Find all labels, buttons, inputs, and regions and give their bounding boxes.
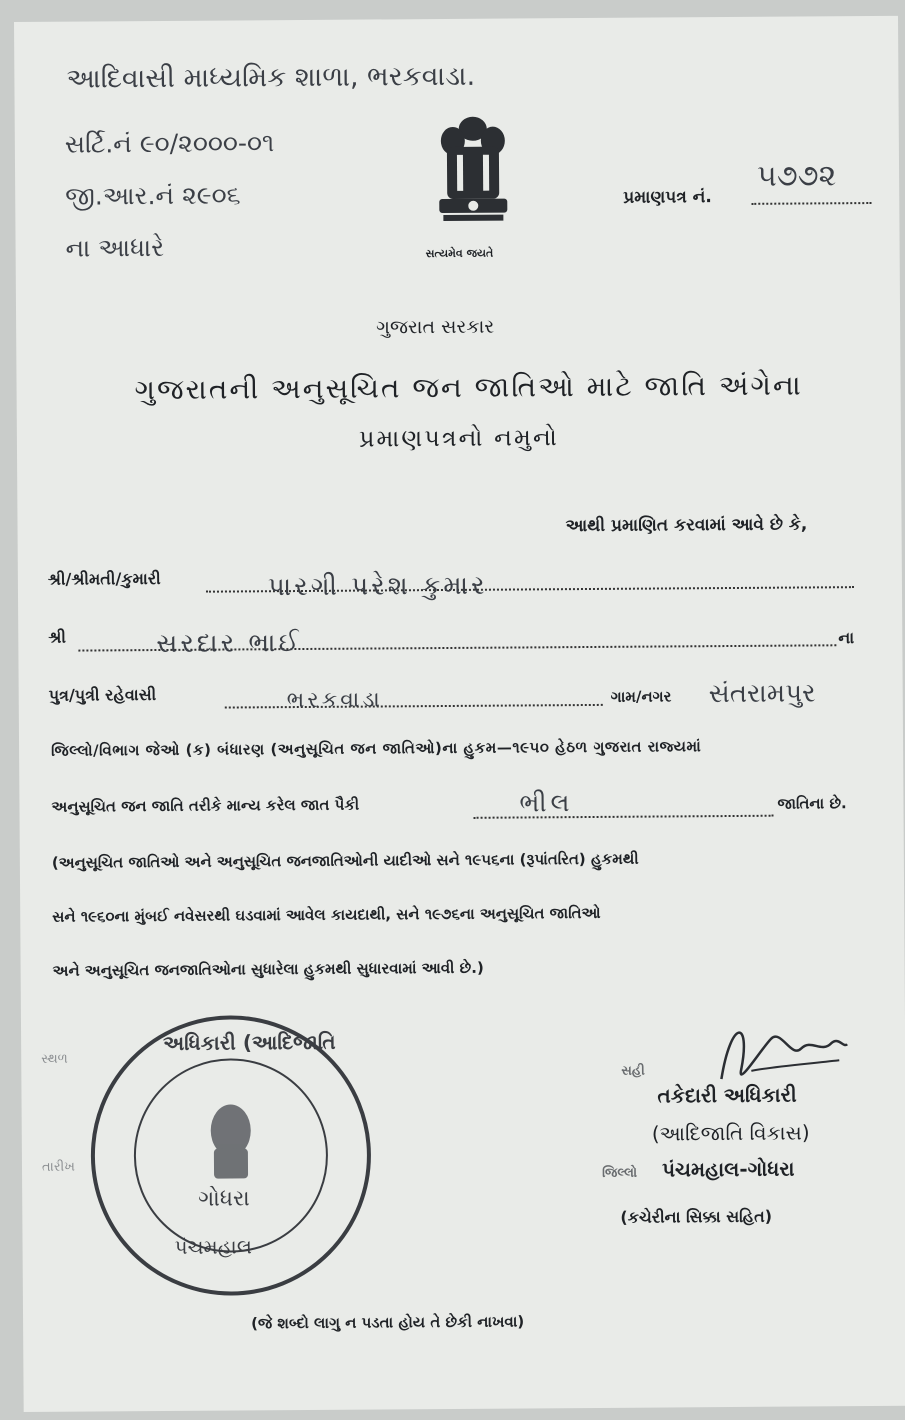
son-dots xyxy=(225,704,603,709)
village-value: સંતરામપુર xyxy=(708,678,816,710)
footer-note: (જે શબ્દો લાગુ ન પડતા હોય તે છેકી નાખવા) xyxy=(251,1312,525,1333)
son-resident-label: પુત્ર/પુત્રી રહેવાસી xyxy=(48,685,157,705)
handwritten-school-line: આદિવાસી માધ્યમિક શાળા, ભરકવાડા. xyxy=(66,60,476,95)
father-label: શ્રી xyxy=(48,627,66,647)
handwritten-basis-line: ના આધારે xyxy=(65,232,165,263)
officer-title: તકેદારી અધિકારી xyxy=(657,1082,797,1108)
title-line-1: ગુજરાતની અનુસૂચિત જન જાતિઓ માટે જાતિ અંગેના xyxy=(134,368,803,407)
body-line-2-post: જાતિના છે. xyxy=(777,794,847,813)
officer-district: પંચમહાલ-ગોધરા xyxy=(661,1156,795,1182)
body-line-5: અને અનુસૂચિત જનજાતિઓના સુધારેલા હુકમથી સુધારવામાં આવી છે.) xyxy=(52,958,484,980)
signature-label: સહી xyxy=(621,1063,645,1079)
son-resident-value: ભરકવાડા xyxy=(286,687,383,714)
father-suffix: ના xyxy=(838,628,855,648)
seal-top-text: અધિકારી (આદિજાતિ xyxy=(163,1029,336,1055)
date-label: તારીખ xyxy=(41,1159,75,1175)
name-label: શ્રી/શ્રીમતી/કુમારી xyxy=(47,568,161,589)
certificate-no-label: પ્રમાણપત્ર નં. xyxy=(623,187,712,208)
body-line-1: જિલ્લો/વિભાગ જેઓ (ક) બંધારણ (અનુસૂચિત જન જાતિઓ)ના હુકમ—૧૯૫૦ હેઠળ ગુજરાત રાજ્યમાં xyxy=(51,737,702,760)
body-line-2-pre: અનુસૂચિત જન જાતિ તરીકે માન્ય કરેલ જાત પૈકી xyxy=(51,795,360,816)
caste-value: ભીલ xyxy=(519,788,574,818)
certificate-no-dots xyxy=(751,202,871,205)
office-stamp-note: (કચેરીના સિક્કા સહિત) xyxy=(620,1206,773,1227)
father-value: સરદાર ભાઈ xyxy=(156,628,302,660)
handwritten-gr-line: જી.આર.નં ૨૯૦૬ xyxy=(65,180,241,211)
caste-dots xyxy=(474,815,774,819)
emblem-caption: સત્યમેવ જયતે xyxy=(425,246,494,261)
body-line-3: (અનુસૂચિત જાતિઓ અને અનુસૂચિત જનજાતિઓની યાદીઓ સને ૧૯૫૬ના (રૂપાંતરિત) હુકમથી xyxy=(51,849,639,872)
issuer-heading: ગુજરાત સરકાર xyxy=(376,315,495,339)
certify-intro: આથી પ્રમાણિત કરવામાં આવે છે કે, xyxy=(565,514,808,537)
seal-bottom-text: પંચમહાલ xyxy=(174,1234,252,1259)
village-label: ગામ/નગર xyxy=(610,687,672,706)
district-label: જિલ્લો xyxy=(602,1165,638,1181)
name-value: પારગી પરેશ કુમાર xyxy=(267,570,488,603)
officer-department: (આદિજાતિ વિકાસ) xyxy=(651,1120,810,1146)
handwritten-cert-no-line: સર્ટિ.નં ૯૦/૨૦૦૦-૦૧ xyxy=(64,128,275,159)
national-emblem-icon xyxy=(423,110,524,251)
certificate-no-value: ૫૭૭૨ xyxy=(756,158,837,194)
title-line-2: પ્રમાણપત્રનો નમુનો xyxy=(358,423,559,453)
certificate-sheet xyxy=(14,16,905,1412)
place-label: સ્થળ xyxy=(41,1051,68,1067)
seal-center-text: ગોધરા xyxy=(198,1186,250,1212)
body-line-4: સને ૧૯૬૦ના મુંબઈ નવેસરથી ઘડવામાં આવેલ કાયદાથી, સને ૧૯૭૬ના અનુસૂચિત જાતિઓ xyxy=(52,903,601,926)
